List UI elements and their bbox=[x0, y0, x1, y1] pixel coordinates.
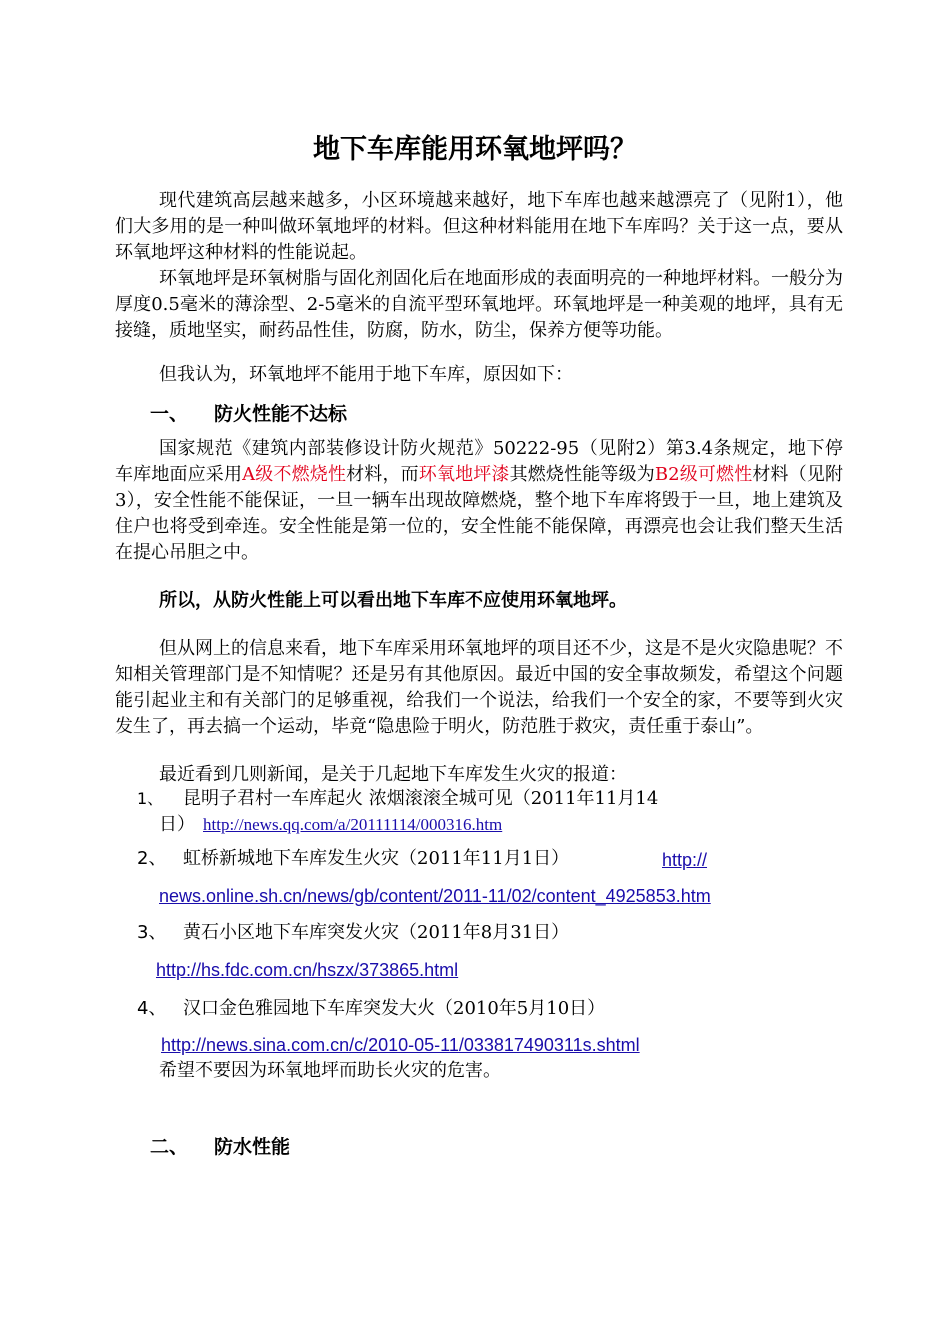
news-1-link[interactable]: http://news.qq.com/a/20111114/000316.htm bbox=[203, 815, 503, 834]
fire-rating-paragraph bbox=[115, 436, 843, 566]
fire-conclusion: 所以，从防火性能上可以看出地下车库不应使用环氧地坪。 bbox=[159, 590, 627, 611]
news-1-number: 1、 bbox=[137, 789, 164, 808]
news-item-1-cont bbox=[159, 812, 195, 838]
news-item-1 bbox=[137, 786, 658, 812]
fire-text-d: 材料（见附3），安全性能不能保证，一旦一辆车出现故障燃烧，整个地下车库将毁于一旦，地上建筑及住户也将受到牵连。安全性能是第一位的，安全性能不能保障，再漂亮也会让我们整天生活在提心吊胆之中。 bbox=[115, 464, 844, 563]
intro-paragraph-3: 但我认为，环氧地坪不能用于地下车库，原因如下： bbox=[159, 364, 573, 385]
concern-paragraph: 但从网上的信息来看，地下车库采用环氧地坪的项目还不少，这是不是火灾隐患呢？不知相关管理部门是不知情呢？还是另有其他原因。最近中国的安全事故频发，希望这个问题能引起业主和有关部门的足够重视，给我们一个说法，给我们一个安全的家，不要等到火灾发生了，再去搞一个运动，毕竟“隐患险于明火，防范胜于救灾，责任重于泰山”。 bbox=[115, 638, 843, 737]
highlight-a-class: A级不燃烧性 bbox=[242, 464, 347, 485]
section-2-title: 防水性能 bbox=[214, 1136, 291, 1158]
news-3-text: 黄石小区地下车库突发火灾（2011年8月31日） bbox=[183, 922, 570, 943]
fire-text-a: 国家规范《建筑内部装修设计防火规范》50222-95（见附2）第3.4条规定，地下停车库地面应采用 bbox=[115, 438, 843, 485]
intro-paragraph-2: 环氧地坪是环氧树脂与固化剂固化后在地面形成的表面明亮的一种地坪材料。一般分为厚度0.5毫米的薄涂型、2-5毫米的自流平型环氧地坪。环氧地坪是一种美观的地坪，具有无接缝，质地坚实，耐药品性佳，防腐，防水，防尘，保养方便等功能。 bbox=[115, 268, 843, 341]
news-item-2 bbox=[137, 846, 569, 872]
page-title: 地下车库能用环氧地坪吗？ bbox=[313, 134, 637, 165]
section-1-heading bbox=[150, 401, 347, 427]
news-4-number: 4、 bbox=[137, 998, 167, 1019]
news-item-4 bbox=[137, 996, 605, 1022]
highlight-b2-class: B2级可燃性 bbox=[654, 464, 753, 485]
highlight-epoxy-paint: 环氧地坪漆 bbox=[418, 464, 510, 485]
news-2-number: 2、 bbox=[137, 848, 167, 869]
news-3-link[interactable]: http://hs.fdc.com.cn/hszx/373865.html bbox=[156, 960, 459, 980]
fire-text-c: 其燃烧性能等级为 bbox=[509, 464, 655, 485]
fire-text-b: 材料，而 bbox=[346, 464, 419, 485]
intro-paragraph-1: 现代建筑高层越来越多，小区环境越来越好，地下车库也越来越漂亮了（见附1），他们大多用的是一种叫做环氧地坪的材料。但这种材料能用在地下车库吗？关于这一点，要从环氧地坪这种材料的性能说起。 bbox=[115, 190, 843, 263]
news-2-link-part-2[interactable]: news.online.sh.cn/news/gb/content/2011-11/02/content_4925853.htm bbox=[159, 886, 711, 906]
section-2-heading bbox=[150, 1134, 290, 1160]
section-1-number: 一、 bbox=[150, 403, 189, 425]
news-4-text: 汉口金色雅园地下车库突发大火（2010年5月10日） bbox=[183, 998, 606, 1019]
closing-remark: 希望不要因为环氧地坪而助长火灾的危害。 bbox=[159, 1060, 501, 1081]
news-4-link[interactable]: http://news.sina.com.cn/c/2010-05-11/033817490311s.shtml bbox=[161, 1035, 640, 1055]
news-2-text: 虹桥新城地下车库发生火灾（2011年11月1日） bbox=[183, 848, 570, 869]
news-item-3 bbox=[137, 920, 569, 946]
news-3-number: 3、 bbox=[137, 922, 167, 943]
section-2-number: 二、 bbox=[150, 1136, 189, 1158]
section-1-title: 防火性能不达标 bbox=[214, 403, 348, 425]
news-intro: 最近看到几则新闻，是关于几起地下车库发生火灾的报道： bbox=[159, 764, 627, 785]
news-2-link-part-1[interactable]: http:// bbox=[662, 850, 708, 870]
news-1-cont: 日） bbox=[159, 814, 195, 835]
news-1-text: 昆明子君村一车库起火 浓烟滚滚全城可见（2011年11月14 bbox=[183, 788, 659, 809]
